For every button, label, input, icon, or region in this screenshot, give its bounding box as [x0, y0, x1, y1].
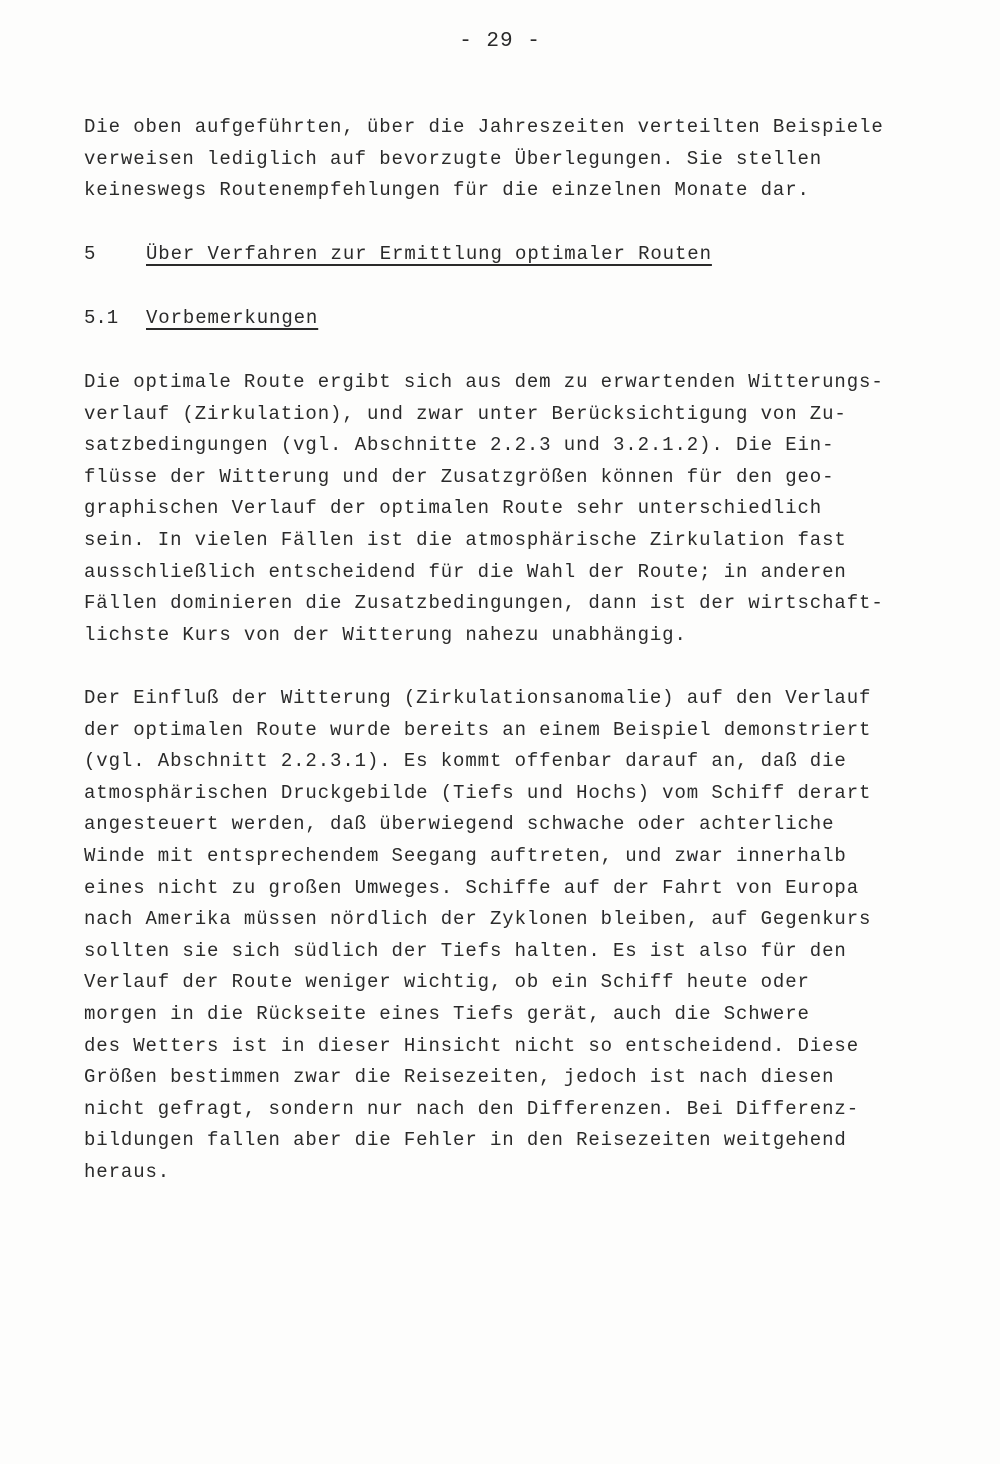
- text-line: ausschließlich entscheidend für die Wahl der Route; in anderen: [84, 560, 847, 583]
- text-line: Fällen dominieren die Zusatzbedingungen, dann ist der wirtschaft-: [84, 592, 884, 615]
- text-line: nach Amerika müssen nördlich der Zyklonen bleiben, auf Gegenkurs: [84, 908, 872, 931]
- text-line: (vgl. Abschnitt 2.2.3.1). Es kommt offenbar darauf an, daß die: [84, 750, 847, 773]
- text-line: Der Einfluß der Witterung (Zirkulationsanomalie) auf den Verlauf: [84, 687, 872, 709]
- text-line: der optimalen Route wurde bereits an einem Beispiel demonstriert: [84, 718, 872, 741]
- text-line: eines nicht zu großen Umweges. Schiffe auf der Fahrt von Europa: [84, 876, 860, 899]
- paragraph-weather-influence: [84, 683, 934, 1189]
- text-line: bildungen fallen aber die Fehler in den Reisezeiten weitgehend: [84, 1129, 847, 1152]
- text-line: Die oben aufgeführten, über die Jahreszeiten verteilten Beispiele: [84, 116, 884, 138]
- text-line: sollten sie sich südlich der Tiefs halten. Es ist also für den: [84, 939, 847, 962]
- page-number: - 29 -: [459, 30, 541, 53]
- text-line: keineswegs Routenempfehlungen für die einzelnen Monate dar.: [84, 179, 810, 202]
- text-line: nicht gefragt, sondern nur nach den Differenzen. Bei Differenz-: [84, 1097, 860, 1120]
- text-line: satzbedingungen (vgl. Abschnitte 2.2.3 und 3.2.1.2). Die Ein-: [84, 434, 835, 457]
- text-line: Verlauf der Route weniger wichtig, ob ein Schiff heute oder: [84, 971, 810, 994]
- text-line: des Wetters ist in dieser Hinsicht nicht so entscheidend. Diese: [84, 1034, 860, 1057]
- text-line: sein. In vielen Fällen ist die atmosphärische Zirkulation fast: [84, 528, 847, 551]
- text-line: heraus.: [84, 1160, 171, 1183]
- text-line: verweisen lediglich auf bevorzugte Überlegungen. Sie stellen: [84, 147, 823, 170]
- text-line: atmosphärischen Druckgebilde (Tiefs und Hochs) vom Schiff derart: [84, 781, 872, 804]
- text-line: morgen in die Rückseite eines Tiefs gerät, auch die Schwere: [84, 1002, 810, 1025]
- text-line: Die optimale Route ergibt sich aus dem zu erwartenden Witterungs-: [84, 371, 884, 393]
- text-line: Größen bestimmen zwar die Reisezeiten, jedoch ist nach diesen: [84, 1066, 835, 1089]
- section-number: 5: [84, 243, 96, 265]
- text-line: Winde mit entsprechendem Seegang auftreten, und zwar innerhalb: [84, 844, 847, 867]
- text-line: angesteuert werden, daß überwiegend schwache oder achterliche: [84, 813, 835, 836]
- text-line: lichste Kurs von der Witterung nahezu unabhängig.: [84, 623, 687, 646]
- paragraph-intro: [84, 112, 934, 207]
- section-number: 5.1: [84, 307, 119, 329]
- section-title: Über Verfahren zur Ermittlung optimaler Routen: [146, 243, 712, 265]
- text-line: verlauf (Zirkulation), und zwar unter Berücksichtigung von Zu-: [84, 402, 847, 425]
- section-title: Vorbemerkungen: [146, 307, 319, 329]
- text-line: graphischen Verlauf der optimalen Route sehr unterschiedlich: [84, 497, 823, 520]
- text-line: flüsse der Witterung und der Zusatzgrößen können für den geo-: [84, 465, 835, 488]
- paragraph-optimal-route: [84, 367, 934, 651]
